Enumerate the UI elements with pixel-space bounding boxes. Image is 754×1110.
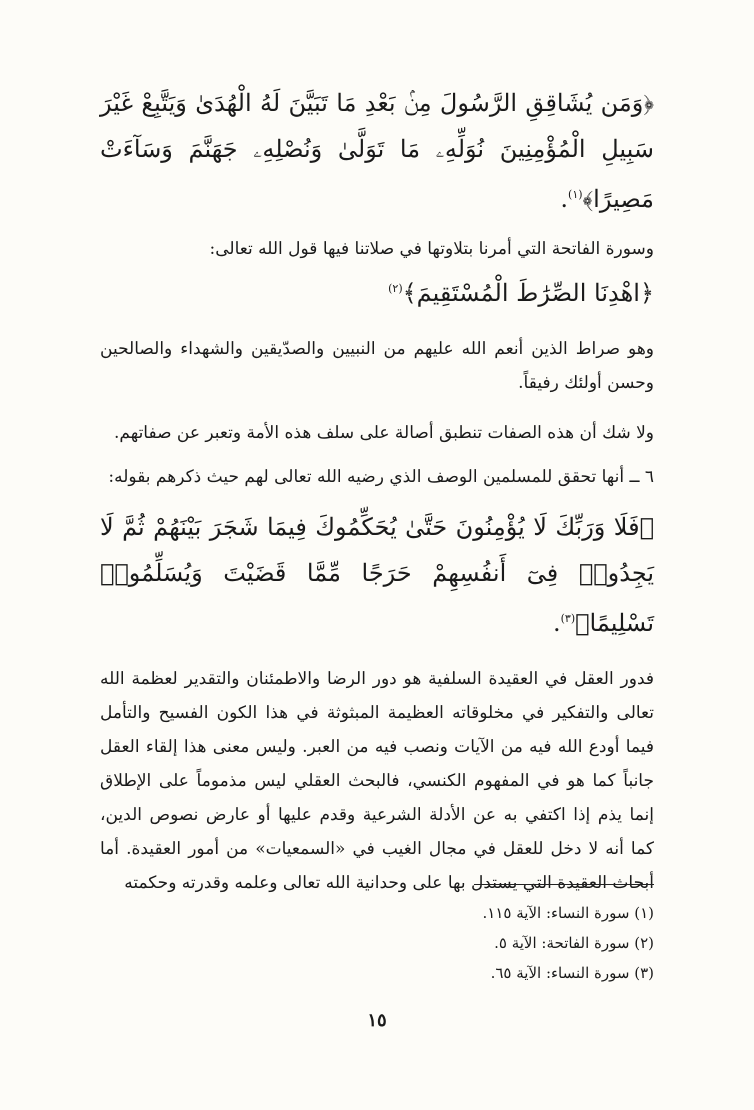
quran-verse-3 <box>100 504 654 646</box>
verse-3-tail: . <box>552 609 561 637</box>
footnote-marker-2: (٢) <box>388 282 403 295</box>
quran-verse-2 <box>100 266 654 316</box>
verse-3-line-1: ﴿فَلَا وَرَبِّكَ لَا يُؤْمِنُونَ حَتَّىٰ يُحَكِّمُوكَ فِيمَا شَجَرَ بَيْنَهُمْ ثُمَّ لَا <box>100 513 654 541</box>
verse-2-text: ﴿اهْدِنَا الصِّرَٰطَ الْمُسْتَقِيمَ﴾ <box>402 279 654 307</box>
quran-verse-1 <box>100 80 654 222</box>
footnote-marker-3: (٣) <box>560 612 576 625</box>
main-text <box>100 80 654 900</box>
footnote-1: (١) سورة النساء: الآية ١١٥. <box>482 904 654 922</box>
footnote-divider <box>474 884 654 885</box>
verse-1-line-1: ﴿وَمَن يُشَاقِقِ الرَّسُولَ مِنۢ بَعْدِ مَا تَبَيَّنَ لَهُ الْهُدَىٰ وَيَتَّبِعْ غَيْرَ سَبِيلِ <box>100 89 654 163</box>
footnotes <box>354 898 654 988</box>
verse-1-line-2: الْمُؤْمِنِينَ نُوَلِّهِۦ مَا تَوَلَّىٰ وَنُصْلِهِۦ جَهَنَّمَ وَسَآءَتْ مَصِيرًا﴾ <box>100 135 654 213</box>
page-number: ١٥ <box>367 1010 387 1031</box>
footnote-2: (٢) سورة الفاتحة: الآية ٥. <box>494 934 654 952</box>
paragraph-fatiha: وسورة الفاتحة التي أمرنا بتلاوتها في صلاتنا فيها قول الله تعالى: <box>209 239 654 259</box>
verse-1-tail: . <box>560 185 569 213</box>
verse-3-line-2: يَجِدُوا۟ فِىٓ أَنفُسِهِمْ حَرَجًا مِّمَّا قَضَيْتَ وَيُسَلِّمُوا۟ تَسْلِيمًا﴾ <box>100 559 654 637</box>
paragraph-reason: فدور العقل في العقيدة السلفية هو دور الرضا والاطمئنان والتقدير لعظمة الله تعالى والتفكير في مخلوقاته العظيمة المبثوثة في هذا الكون الفسيح والتأمل فيما أودع الله فيه من الآيات ونصب فيه من العبر. وليس معنى هذا إلقاء العقل جانباً كما هو في المفهوم الكنسي، فالبحث العقلي ليس مذموماً على الإطلاق إنما يذم إذا اكتفي به عن الأدلة الشرعية وقدم عليها أو عارض نصوص الدين، كما أنه لا دخل للعقل في مجال الغيب في «السمعيات» من أمور العقيدة. أما أبحاث العقيدة التي يستدل بها على وحدانية الله تعالى وعلمه وقدرته وحكمته <box>100 669 654 893</box>
paragraph-sirat: وهو صراط الذين أنعم الله عليهم من النبيين والصدّيقين والشهداء والصالحين وحسن أولئك رفيقاً. <box>100 339 654 393</box>
paragraph-salaf: ولا شك أن هذه الصفات تنطبق أصالة على سلف هذه الأمة وتعبر عن صفاتهم. <box>114 423 654 443</box>
footnote-marker-1: (١) <box>568 188 583 201</box>
footnote-3: (٣) سورة النساء: الآية ٦٥. <box>490 964 654 982</box>
paragraph-point-6: ٦ ــ أنها تحقق للمسلمين الوصف الذي رضيه الله تعالى لهم حيث ذكرهم بقوله: <box>108 467 654 487</box>
